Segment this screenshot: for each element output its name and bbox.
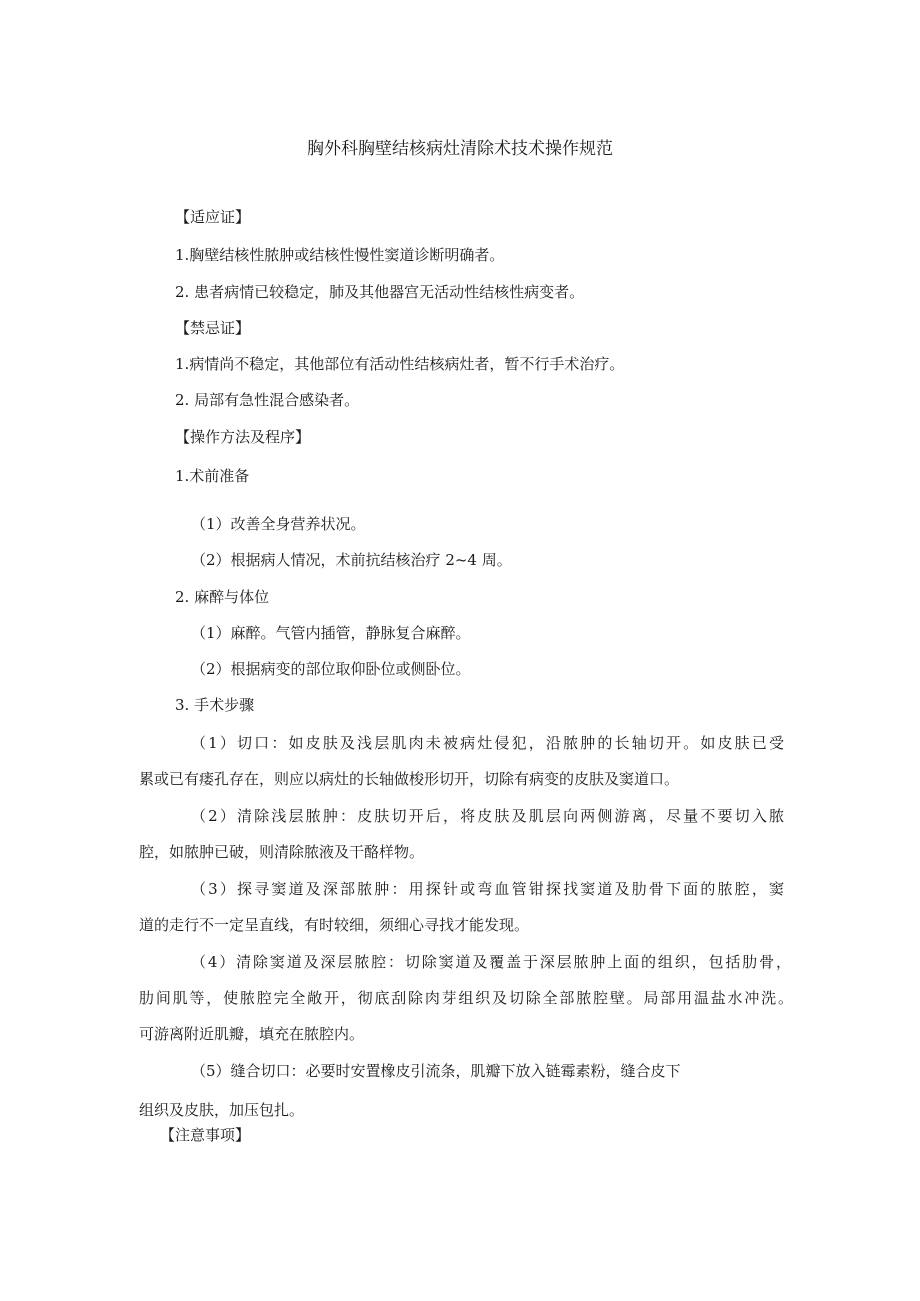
section-heading-procedure: 【操作方法及程序】 [175,428,311,446]
indication-item: 1.胸壁结核性脓肿或结核性慢性窦道诊断明确者。 [175,246,505,264]
step-3-line-2: 道的走行不一定呈直线，有时较细，须细心寻找才能发现。 [139,916,530,934]
step-1-line-1: （1）切口：如皮肤及浅层肌肉未被病灶侵犯，沿脓肿的长轴切开。如皮肤已受 [191,734,784,752]
anesthesia-item: （1）麻醉。气管内插管，静脉复合麻醉。 [191,624,471,642]
contraindication-item: 1.病情尚不稳定，其他部位有活动性结核病灶者，暂不行手术治疗。 [175,355,625,373]
step-5-line-2: 组织及皮肤，加压包扎。 [139,1101,305,1119]
page-title: 胸外科胸壁结核病灶清除术技术操作规范 [307,139,613,159]
preop-item: （2）根据病人情况，术前抗结核治疗 2~4 周。 [191,551,512,569]
step-5-line-1: （5）缝合切口：必要时安置橡皮引流条，肌瓣下放入链霉素粉，缝合皮下 [191,1062,681,1080]
section-heading-contraindications: 【禁忌证】 [175,319,251,337]
step-2-line-1: （2）清除浅层脓肿：皮肤切开后，将皮肤及肌层向两侧游离，尽量不要切入脓 [191,807,784,825]
subsection-title-anesthesia: 2. 麻醉与体位 [175,588,270,606]
preop-item: （1）改善全身营养状况。 [191,515,366,533]
step-4-line-3: 可游离附近肌瓣，填充在脓腔内。 [139,1025,365,1043]
section-heading-notes: 【注意事项】 [160,1126,251,1144]
step-2-line-2: 腔，如脓肿已破，则清除脓液及干酪样物。 [139,843,425,861]
subsection-title-steps: 3. 手术步骤 [175,696,255,714]
step-3-line-1: （3）探寻窦道及深部脓肿：用探针或弯血管钳探找窦道及肋骨下面的脓腔，窦 [191,880,784,898]
step-1-line-2: 累或已有瘘孔存在，则应以病灶的长轴做梭形切开，切除有病变的皮肤及窦道口。 [139,770,680,788]
step-4-line-1: （4）清除窦道及深层脓腔：切除窦道及覆盖于深层脓肿上面的组织，包括肋骨， [191,953,791,971]
subsection-title-preop: 1.术前准备 [175,467,250,485]
indication-item: 2. 患者病情已较稳定，肺及其他器宫无活动性结核性病变者。 [175,283,585,301]
contraindication-item: 2. 局部有急性混合感染者。 [175,391,360,409]
step-4-line-2: 肋间肌等，使脓腔完全敞开，彻底刮除肉芽组织及切除全部脓腔壁。局部用温盐水冲洗。 [139,989,793,1007]
section-heading-indications: 【适应证】 [175,208,251,226]
anesthesia-item: （2）根据病变的部位取仰卧位或侧卧位。 [191,660,471,678]
